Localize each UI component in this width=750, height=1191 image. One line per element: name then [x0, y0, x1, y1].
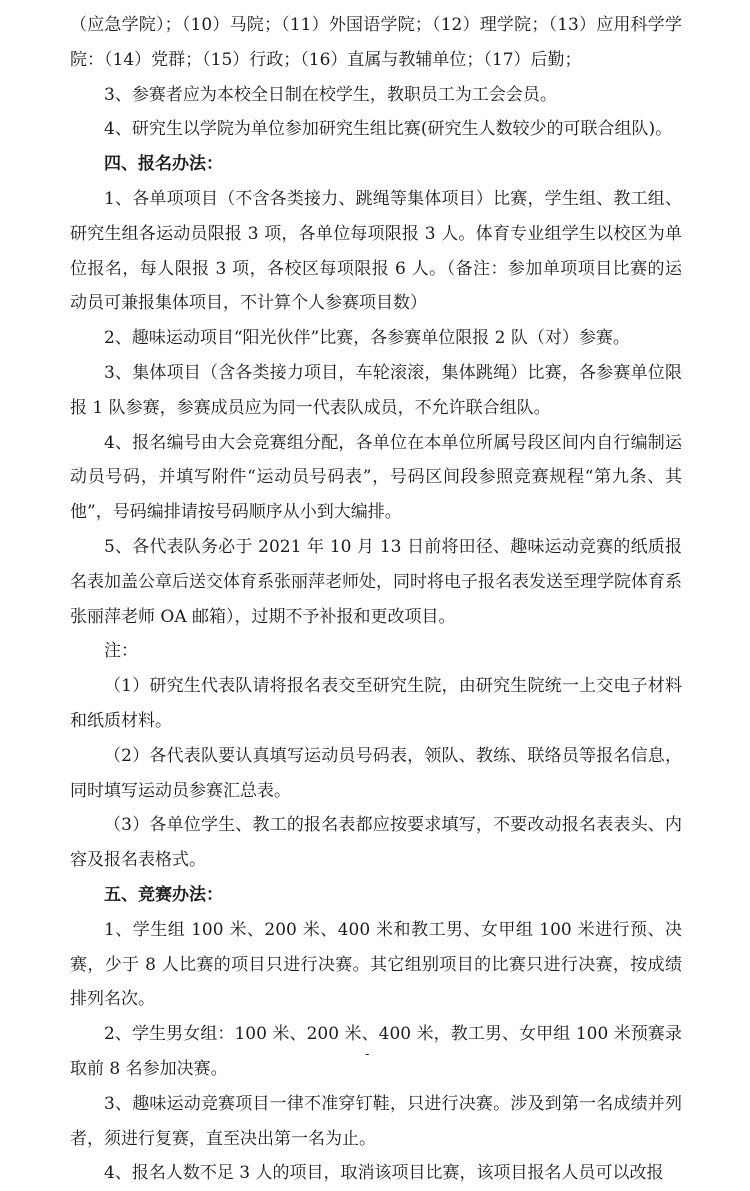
paragraph: 5、各代表队务必于 2021 年 10 月 13 日前将田径、趣味运动竞赛的纸质报名表加盖公章后送交体育系张丽萍老师处，同时将电子报名表发送至理学院体育系张丽萍老师 OA 邮箱），过期不予补报和更改项目。 [70, 536, 682, 627]
paragraph: 4、报名编号由大会竞赛组分配，各单位在本单位所属号段区间内自行编制运动员号码，并填写附件“运动员号码表”，号码区间段参照竞赛规程“第九条、其他”，号码编排请按号码顺序从小到大编排。 [70, 432, 682, 523]
paragraph: 4、研究生以学院为单位参加研究生组比赛(研究生人数较少的可联合组队)。 [104, 119, 673, 140]
paragraph: 1、学生组 100 米、200 米、400 米和教工男、女甲组 100 米进行预、决赛，少于 8 人比赛的项目只进行决赛。其它组别项目的比赛只进行决赛，按成绩排列名次。 [70, 919, 682, 1010]
section-heading: 四、报名办法： [104, 154, 223, 175]
section-heading: 五、竞赛办法： [104, 884, 223, 905]
paragraph: 3、趣味运动竞赛项目一律不准穿钉鞋，只进行决赛。涉及到第一名成绩并列者，须进行复赛，直至决出第一名为止。 [70, 1093, 682, 1149]
document-body [70, 8, 682, 1191]
paragraph: 4、报名人数不足 3 人的项目，取消该项目比赛，该项目报名人员可以改报 [104, 1163, 664, 1184]
paragraph: 2、趣味运动项目“阳光伙伴”比赛，各参赛单位限报 2 队（对）参赛。 [104, 328, 630, 349]
paragraph: 3、参赛者应为本校全日制在校学生，教职员工为工会会员。 [104, 84, 557, 105]
note-item: （3）各单位学生、教工的报名表都应按要求填写，不要改动报名表表头、内容及报名表格式。 [70, 815, 682, 871]
paragraph: 3、集体项目（含各类接力项目，车轮滚滚，集体跳绳）比赛，各参赛单位限报 1 队参赛，参赛成员应为同一代表队成员，不允许联合组队。 [70, 362, 682, 418]
note-item: （1）研究生代表队请将报名表交至研究生院，由研究生院统一上交电子材料和纸质材料。 [70, 676, 682, 731]
note-item: （2）各代表队要认真填写运动员号码表，领队、教练、联络员等报名信息，同时填写运动员参赛汇总表。 [70, 745, 682, 801]
note-label: 注： [104, 641, 138, 662]
paragraph: （应急学院）；（10）马院；（11）外国语学院；（12）理学院；（13）应用科学学院：（14）党群；（15）行政；（16）直属与教辅单位；（17）后勤； [70, 15, 682, 70]
page-number: - [365, 1047, 370, 1062]
paragraph: 1、各单项项目（不含各类接力、跳绳等集体项目）比赛，学生组、教工组、研究生组各运动员限报 3 项，各单位每项限报 3 人。体育专业组学生以校区为单位报名，每人限报 3 项，各校区每项限报 6 人。（备注：参加单项项目比赛的运动员可兼报集体项目，不计算个人参赛项目数） [70, 188, 682, 314]
paragraph: 2、学生男女组：100 米、200 米、400 米，教工男、女甲组 100 米预赛录取前 8 名参加决赛。 [70, 1024, 682, 1079]
